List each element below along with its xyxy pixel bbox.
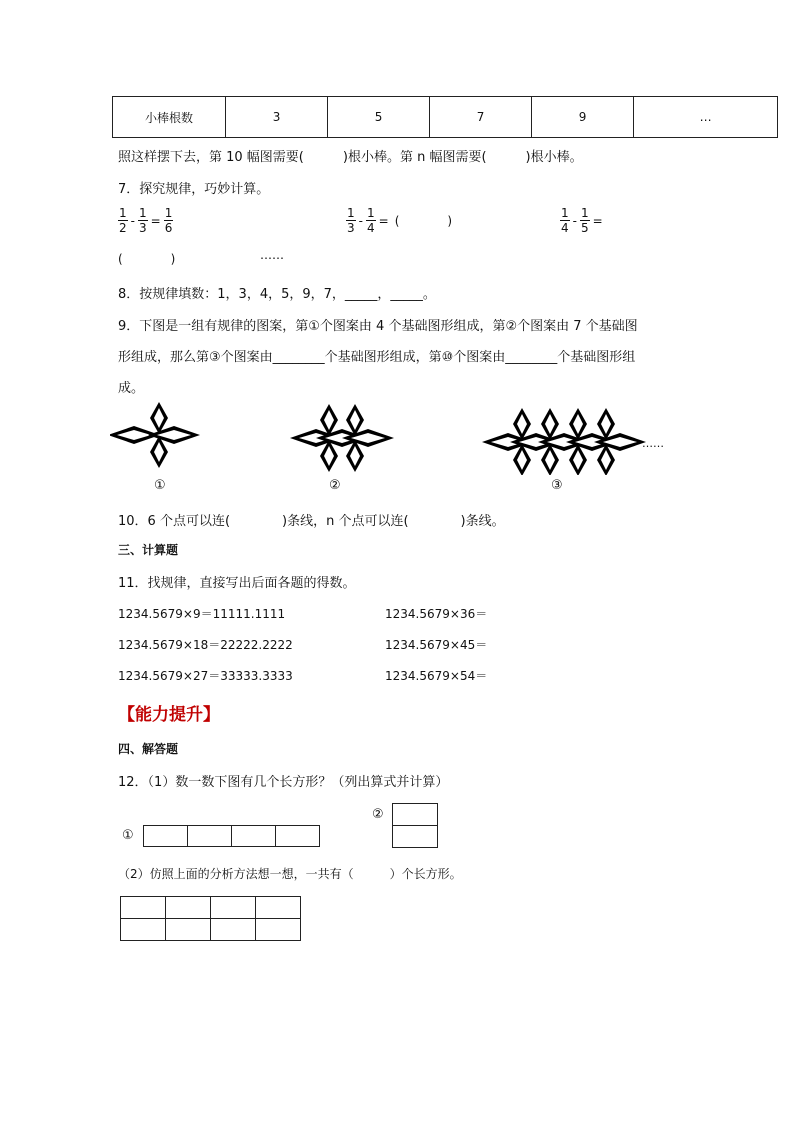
q7-blank: ( ) xyxy=(118,252,176,266)
diamond-patterns xyxy=(110,400,670,475)
q12-sub2: （2）仿照上面的分析方法想一想，一共有（ ）个长方形。 xyxy=(118,867,462,881)
table-header-cell: 小棒根数 xyxy=(113,97,226,138)
table-cell: 5 xyxy=(328,97,430,138)
q9-line3: 成。 xyxy=(118,381,145,396)
q9-line1: 9．下图是一组有规律的图案，第①个图案由 4 个基础图形组成，第②个图案由 7 个基础图 xyxy=(118,319,638,334)
matchstick-table xyxy=(112,96,778,138)
q8-text: 8．按规律填数：1，3，4，5，9，7，_____，_____。 xyxy=(118,287,436,302)
q7-fraction-2: $\frac{1}{3}$ - $\frac{1}{4}$ = ( ) xyxy=(347,206,453,235)
q6-text: 照这样摆下去，第 10 幅图需要( )根小棒。第 n 幅图需要( )根小棒。 xyxy=(118,150,583,165)
q11-left-3: 1234.5679×27＝33333.3333 xyxy=(118,669,293,683)
pattern-3 xyxy=(482,408,646,475)
table-cell: 9 xyxy=(532,97,634,138)
table-cell: 7 xyxy=(430,97,532,138)
pattern-1 xyxy=(110,402,200,468)
q7-title: 7．探究规律，巧妙计算。 xyxy=(118,182,270,197)
q12-title: 12．（1）数一数下图有几个长方形？（列出算式并计算） xyxy=(118,775,449,790)
q11-right-2: 1234.5679×45＝ xyxy=(385,638,488,652)
pattern-label-2: ② xyxy=(329,478,341,493)
pattern-label-1: ① xyxy=(154,478,166,493)
section-3-heading: 三、计算题 xyxy=(118,543,179,557)
pattern-ellipsis: …… xyxy=(642,437,664,450)
rect-grid-figure-3 xyxy=(120,896,301,941)
q11-right-3: 1234.5679×54＝ xyxy=(385,669,488,683)
section-4-heading: 四、解答题 xyxy=(118,742,179,756)
q7-fraction-1: $\frac{1}{2}$ - $\frac{1}{3}$ = $\frac{1}{6}$ xyxy=(119,206,173,235)
rect-row-figure-1 xyxy=(143,825,320,847)
pattern-2 xyxy=(290,404,394,472)
q7-fraction-3: $\frac{1}{4}$ - $\frac{1}{5}$ = xyxy=(561,206,603,235)
q11-left-2: 1234.5679×18＝22222.2222 xyxy=(118,638,293,652)
q11-right-1: 1234.5679×36＝ xyxy=(385,607,488,621)
q11-left-1: 1234.5679×9＝11111.1111 xyxy=(118,607,286,621)
figure-label-2: ② xyxy=(372,807,384,822)
q11-title: 11．找规律，直接写出后面各题的得数。 xyxy=(118,576,356,591)
table-cell: … xyxy=(634,97,778,138)
ability-heading: 【能力提升】 xyxy=(118,705,220,725)
q10-text: 10．6 个点可以连( )条线，n 个点可以连( )条线。 xyxy=(118,514,505,529)
pattern-label-3: ③ xyxy=(551,478,563,493)
q9-line2: 形组成，那么第③个图案由________个基础图形组成，第⑩个图案由________个基础图形组 xyxy=(118,350,636,365)
table-cell: 3 xyxy=(226,97,328,138)
rect-column-figure-2 xyxy=(392,803,438,848)
figure-label-1: ① xyxy=(122,828,134,843)
q7-ellipsis: …… xyxy=(260,248,284,262)
